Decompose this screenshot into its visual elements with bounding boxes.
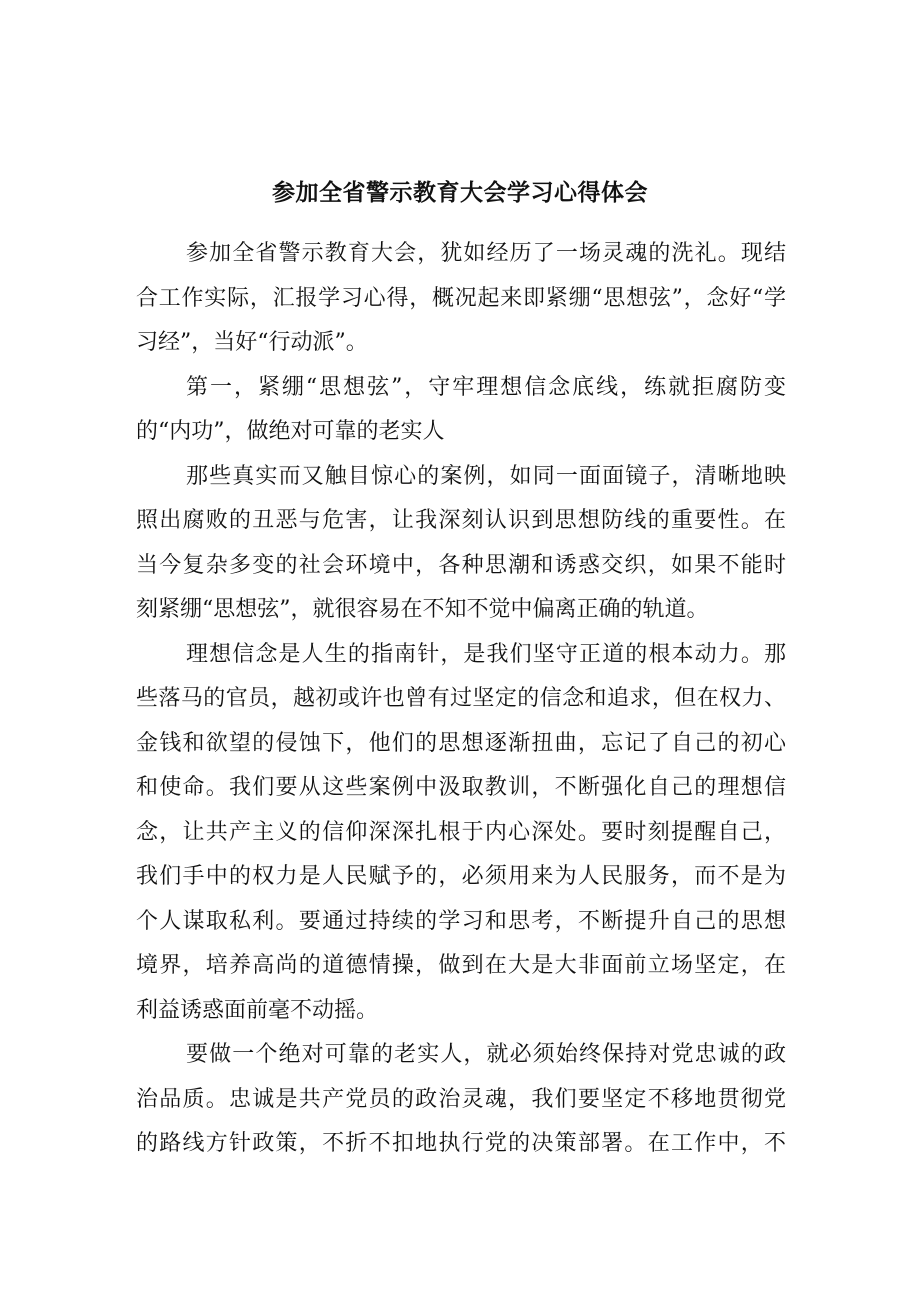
paragraph [136, 366, 786, 455]
text-line: 那些真实而又触目惊心的案例，如同一面面镜子，清晰地映 [186, 463, 786, 489]
text-line: 合工作实际，汇报学习心得，概况起来即紧绷“思想弦”，念好“学 [136, 285, 786, 311]
paragraph [136, 455, 786, 633]
text-line: 的路线方针政策，不折不扣地执行党的决策部署。在工作中，不 [136, 1131, 786, 1156]
text-line: 念，让共产主义的信仰深深扎根于内心深处。要时刻提醒自己， [136, 819, 786, 845]
text-line: 治品质。忠诚是共产党员的政治灵魂，我们要坚定不移地贯彻党 [136, 1086, 786, 1112]
text-line: 当今复杂多变的社会环境中，各种思潮和诱惑交织，如果不能时 [136, 552, 786, 578]
text-line: 境界，培养高尚的道德情操，做到在大是大非面前立场坚定，在 [136, 953, 786, 978]
text-line: 我们手中的权力是人民赋予的，必须用来为人民服务，而不是为 [136, 864, 786, 889]
paragraph [136, 232, 786, 366]
text-line: 照出腐败的丑恶与危害，让我深刻认识到思想防线的重要性。在 [136, 508, 786, 533]
text-line: 和使命。我们要从这些案例中汲取教训，不断强化自己的理想信 [136, 775, 786, 800]
text-line: 个人谋取私利。要通过持续的学习和思考，不断提升自己的思想 [136, 908, 786, 934]
text-line: 刻紧绷“思想弦”，就很容易在不知不觉中偏离正确的轨道。 [136, 597, 709, 622]
text-line: 金钱和欲望的侵蚀下，他们的思想逐渐扭曲，忘记了自己的初心 [136, 730, 786, 756]
paragraph [136, 1033, 786, 1167]
text-line: 利益诱惑面前毫不动摇。 [136, 997, 379, 1023]
text-line: 第一，紧绷“思想弦”，守牢理想信念底线，练就拒腐防变 [186, 374, 786, 400]
document-body [136, 232, 786, 1167]
text-line: 要做一个绝对可靠的老实人，就必须始终保持对党忠诚的政 [186, 1042, 786, 1067]
text-line: 理想信念是人生的指南针，是我们坚守正道的根本动力。那 [186, 641, 786, 667]
text-line: 习经”，当好“行动派”。 [136, 330, 368, 355]
document-title: 参加全省警示教育大会学习心得体会 [272, 180, 648, 206]
text-line: 些落马的官员，越初或许也曾有过坚定的信念和追求，但在权力、 [136, 686, 786, 711]
text-line: 参加全省警示教育大会，犹如经历了一场灵魂的洗礼。现结 [186, 241, 786, 266]
text-line: 的“内功”，做绝对可靠的老实人 [136, 419, 445, 444]
paragraph [136, 633, 786, 1034]
